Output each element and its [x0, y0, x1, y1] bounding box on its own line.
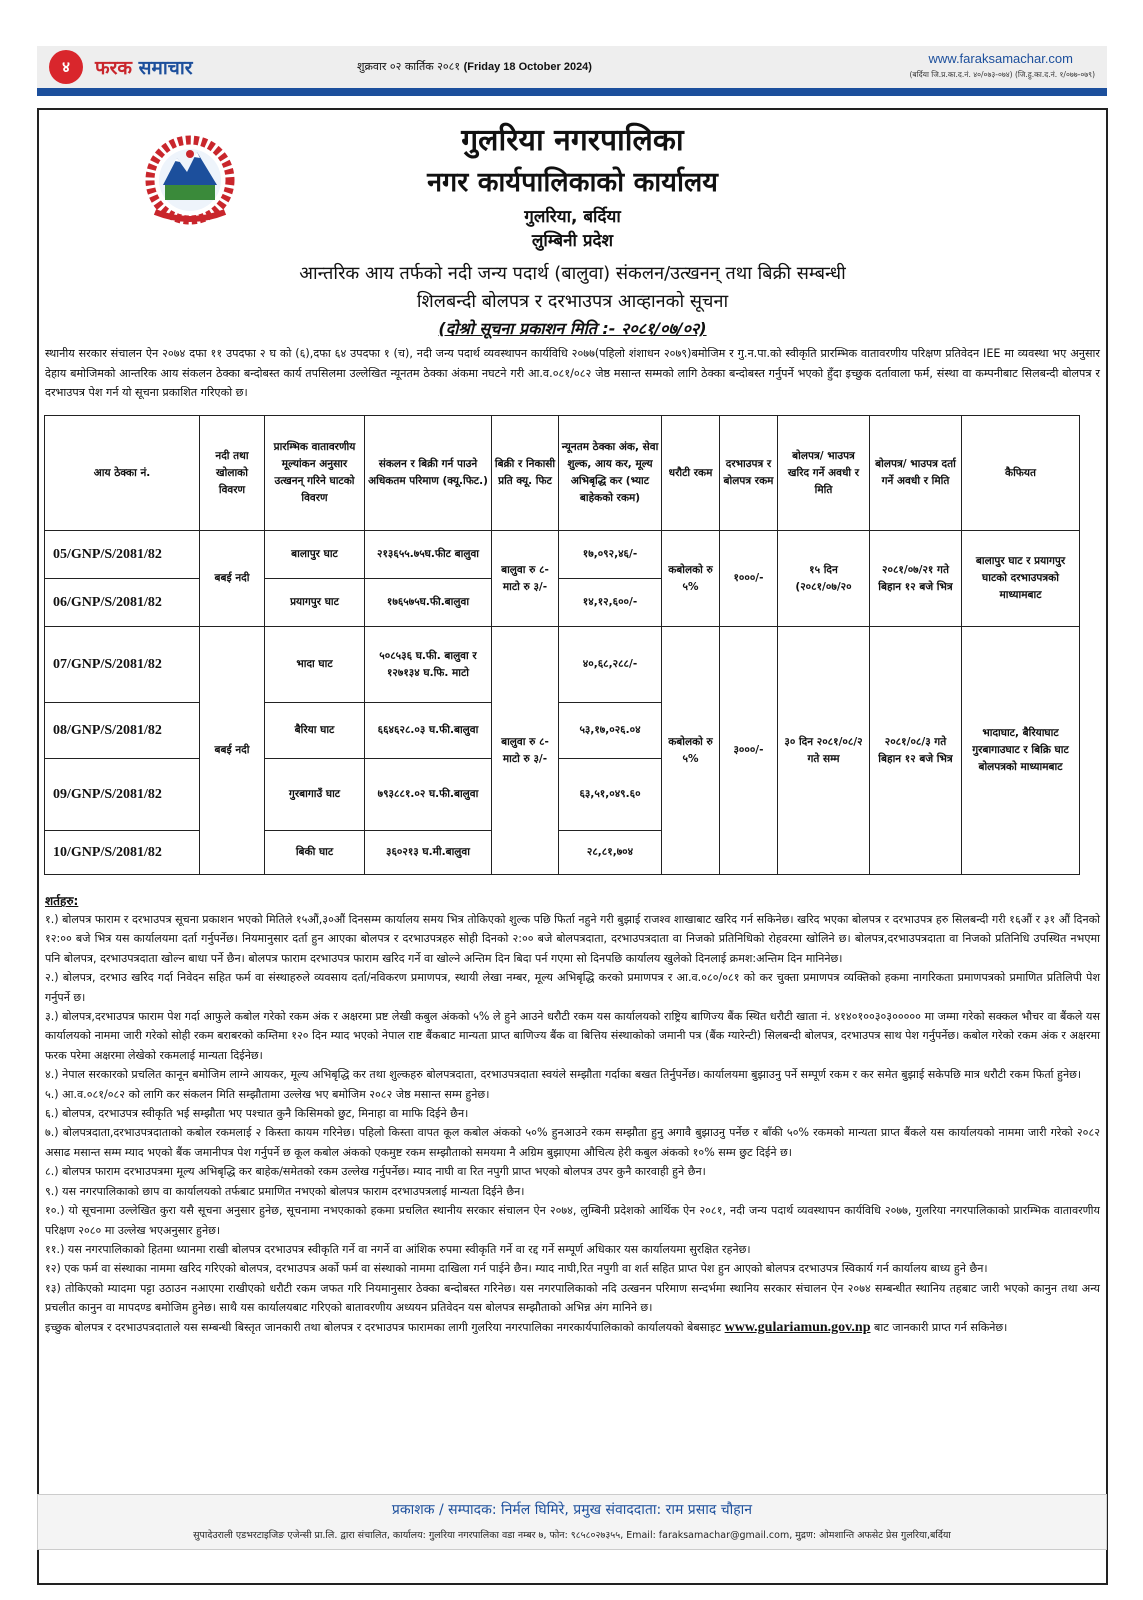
quantity: १७६५७५घ.फी.बालुवा [365, 579, 492, 627]
term-item: १२) एक फर्म वा संस्थाका नाममा खरिद गरिएको बोलपत्र, दरभाउपत्र अर्को फर्म वा संस्थाको नाममा दाखिला गर्न पाईने छैन। म्याद नाघी,रित नपुगी वा शर्त सहित प्राप्त पेश हुन आएको बोलपत्र दरभाउपत्र स्विकार्य गर्न कार्यालय बाध्य हुने छैन। [45, 1262, 988, 1276]
form-fee: १०००/- [720, 531, 778, 627]
form-fee: ३०००/- [720, 627, 778, 875]
office-name: नगर कार्यपालिकाको कार्यालय [427, 167, 718, 198]
term-item: ८.) बोलपत्र फाराम दरभाउपत्रमा मूल्य अभिबृद्धि कर बाहेक/समेतको रकम उल्लेख गर्नुपर्नेछ। म्याद नाघी वा रित नपुगी प्राप्त भएको बोलपत्र उपर कुनै कारवाही हुने छैन। [45, 1165, 706, 1179]
col-header: न्यूनतम ठेक्का अंक, सेवा शुल्क, आय कर, मूल्य अभिबृद्धि कर (भ्याट बाहेकको रकम) [559, 416, 662, 531]
paper-name-part2: समाचार [138, 57, 193, 79]
col-header: प्रारम्भिक वातावरणीय मूल्यांकन अनुसार उत्खनन् गरिने घाटको विवरण [265, 416, 365, 531]
col-header: बोलपत्र/ भाउपत्र खरिद गर्ने अवधी र मिति [778, 416, 870, 531]
remarks: बालापुर घाट र प्रयागपुर घाटको दरभाउपत्रको माध्यामबाट [962, 531, 1080, 627]
closing-text: इच्छुक बोलपत्र र दरभाउपत्रदाताले यस सम्बन्धी बिस्तृत जानकारी तथा बोलपत्र र दरभाउपत्र फारामका लागी गुलरिया नगरपालिका नगरकार्यपालिकाको कार्यालयको बेबसाइट [45, 1320, 722, 1334]
website-link[interactable]: www.faraksamachar.com [928, 51, 1073, 66]
minimum-amount: ६३,५१,०४९.६० [559, 759, 662, 831]
term-item: ३.) बोलपत्र,दरभाउपत्र फाराम पेश गर्दा आफुले कबोल गरेको रकम अंक र अक्षरमा प्रष्ट लेखी कबुल अंकको ५% ले हुने आउने धरौटी रकम यस कार्यालयको राष्ट्रिय बाणिज्य बैंक स्थित धरौटी खाता नं. ४१४०१००३०३००००० मा जम्मा गरेको सक्कल भौचर वा बैंकले यस कार्यालयको नाममा जारी गरेको सोही रकम बराबरको कम्तिमा १२० दिन म्याद भएको नेपाल राष्ट बैंकबाट मान्यता प्राप्त बाणिज्य बैंक वा बित्तिय संस्थाकोको जमानी पत्र (बैंक ग्यारेन्टी) सिलबन्दी बोलपत्र, दरभाउपत्र साथ पेश गर्नुपर्नेछ। कबोल गरेको रकम अंक र अक्षरमा फरक परेमा अक्षरमा लेखेको रकमलाई मान्यता दिईनेछ। [45, 1010, 1100, 1062]
quantity: ६६४६२८.०३ घ.फी.बालुवा [365, 703, 492, 759]
contract-id: 09/GNP/S/2081/82 [45, 759, 200, 831]
col-header: बिक्री र निकासी प्रति क्यू. फिट [492, 416, 559, 531]
ghat-name: बिकी घाट [265, 831, 365, 875]
contract-id: 08/GNP/S/2081/82 [45, 703, 200, 759]
col-header: नदी तथा खोलाको विवरण [200, 416, 265, 531]
tender-table [44, 415, 1080, 875]
notice-subject-2: शिलबन्दी बोलपत्र र दरभाउपत्र आव्हानको सूचना [416, 291, 729, 312]
intro-paragraph: स्थानीय सरकार संचालन ऐन २०७४ दफा ११ उपदफा २ घ को (६),दफा ६४ उपदफा १ (च), नदी जन्य पदार्थ व्यवस्थापन कार्यविधि २०७७(पहिलो शंशाधन २०७९)बमोजिम र गु.न.पा.को स्वीकृति प्रारम्भिक वातावरणीय परिक्षण प्रतिवेदन IEE मा व्यवस्था भए अनुसार देहाय बमोजिमको आन्तरिक आय संकलन ठेक्का बन्दोबस्त कार्य तपसिलमा उल्लेखित न्यूनतम ठेक्का अंकमा नघटने गरी आ.व.०८१/०८२ जेष्ठ मसान्त सम्मको लागि ठेक्का बन्दोबस्त गर्नुपर्ने भएको हुँदा इच्छुक दर्तावाला फर्म, संस्था वा कम्पनीबाट सिलबन्दी बोलपत्र र दरभाउपत्र पेश गर्न यो सूचना प्रकाशित गरिएको छ। [45, 347, 1100, 399]
imprint-line: सुपादेउराली एडभरटाइजिङ एजेन्सी प्रा.लि. द्वारा संचालित, कार्यालय: गुलरिया नगरपालिका वडा नम्बर ७, फोन: ९८५८०२७३५५, Email: faraksamachar@gmail.com, मुद्रण: ओमशान्ति अफसेट प्रेस गुलरिया,बर्दिया [193, 1530, 951, 1541]
ghat-name: बैरिया घाट [265, 703, 365, 759]
registration-info: (बर्दिया जि.प्र.का.द.नं. ४०/०७३-०७४) (जि.हु.का.द.नं. १/०७७-०७९) [909, 70, 1095, 79]
term-item: ११.) यस नगरपालिकाको हितमा ध्यानमा राखी बोलपत्र दरभाउपत्र स्वीकृति गर्ने वा नगर्ने वा आंशिक रुपमा स्वीकृति गर्ने वा रद्द गर्ने सम्पूर्ण अधिकार यस कार्यालयमा सुरक्षित रहनेछ। [45, 1242, 751, 1256]
page-number-badge: ४ [49, 50, 83, 84]
minimum-amount: ४०,६८,२८८/- [559, 627, 662, 703]
contract-id: 05/GNP/S/2081/82 [45, 531, 200, 579]
ghat-name: बालापुर घाट [265, 531, 365, 579]
river-name: बबई नदी [200, 531, 265, 627]
footer [37, 1494, 1107, 1550]
issue-date [357, 59, 592, 74]
municipality-website-link[interactable]: www.gulariamun.gov.np [724, 1319, 871, 1335]
contract-id: 07/GNP/S/2081/82 [45, 627, 200, 703]
quantity: २१३६५५.७५घ.फीट बालुवा [365, 531, 492, 579]
issue-date-np: शुक्रवार ०२ कार्तिक २०८१ [357, 60, 461, 73]
ghat-name: भादा घाट [265, 627, 365, 703]
term-item: ९.) यस नगरपालिकाको छाप वा कार्यालयको तर्फबाट प्रमाणित नभएको बोलपत्र फाराम दरभाउपत्रलाई मान्यता दिईने छैन। [45, 1184, 525, 1198]
registration-period: २०८१/०८/३ गते बिहान १२ बजे भित्र [870, 627, 962, 875]
remarks: भादाघाट, बैरियाघाट गुरबागाउघाट र बिक्रि घाट बोलपत्रको माध्यामबाट [962, 627, 1080, 875]
terms-list [45, 910, 1100, 1337]
col-header: कैफियत [962, 416, 1080, 531]
term-item: ७.) बोलपत्रदाता,दरभाउपत्रदाताको कबोल रकमलाई २ किस्ता कायम गरिनेछ। पहिलो किस्ता वापत कूल कबोल अंकको ५०% हुनआउने रकम सम्झौता हुनु अगावै बुझाउनु पर्नेछ र बाँकी ५०% रकमको मान्यता प्राप्त बैंकले यस कार्यालयको नाममा जारी गरेको २०८२ असाढ मसान्त सम्म म्याद भएको बैंक जमानीपत्र पेश गर्नुपर्ने छ कूल कबोल अंकको एकमुष्ट रकम सम्झौताको समयमा नै अग्रिम बुझाएमा औचित्य हेरी कबुल अंकको १०% सम्म छुट दिईने छ। [45, 1126, 1100, 1159]
rate: बालुवा रु ८- माटो रु ३/- [492, 627, 559, 875]
registration-period: २०८१/०७/२१ गते बिहान १२ बजे भित्र [870, 531, 962, 627]
river-name: बबई नदी [200, 627, 265, 875]
quantity: ५०८५३६ घ.फी. बालुवा र १२७१३४ घ.फि. माटो [365, 627, 492, 703]
rate: बालुवा रु ८- माटो रु ३/- [492, 531, 559, 627]
table-row [45, 531, 1080, 579]
paper-name [95, 54, 193, 80]
publication-date: (दोश्रो सूचना प्रकाशन मिति :- २०८१/०७/०२) [438, 319, 707, 338]
term-item: २.) बोलपत्र, दरभाउ खरिद गर्दा निवेदन सहित फर्म वा संस्थाहरुले व्यवसाय दर्ता/नविकरण प्रमाणपत्र, स्थायी लेखा नम्बर, मूल्य अभिबृद्धि करको प्रमाणपत्र र आ.व.०८०/०८१ को कर चुक्ता प्रमाणपत्र व्यक्तिको हकमा नागरिकता प्रमाणपत्रको प्रमाणित प्रतिलिपी पेश गर्नुपर्ने छ। [45, 971, 1100, 1004]
quantity: ७९३८८१.०२ घ.फी.बालुवा [365, 759, 492, 831]
issue-date-en: (Friday 18 October 2024) [463, 61, 592, 73]
purchase-period: १५ दिन (२०८१/०७/२० [778, 531, 870, 627]
contract-id: 06/GNP/S/2081/82 [45, 579, 200, 627]
minimum-amount: २८,८१,७०४ [559, 831, 662, 875]
tender-notice [37, 108, 1108, 1585]
col-header: धरौटी रकम [662, 416, 720, 531]
term-item: १.) बोलपत्र फाराम र दरभाउपत्र सूचना प्रकाशन भएको मितिले १५औं,३०औं दिनसम्म कार्यालय समय भित्र तोकिएको शुल्क पछि फिर्ता नहुने गरी बुझाई राजश्व शाखाबाट खरिद गर्न सकिनेछ। खरिद भएका बोलपत्र र दरभाउपत्र हरु सिलबन्दी गरी १६औं र ३१ औं दिनको १२:०० बजे भित्र यस कार्यालयमा दर्ता गर्नुपर्नेछ। नियमानुसार दर्ता हुन आएका बोलपत्र र दरभाउपत्रहरु सोही दिनको २:०० बजे बोलपत्रदाता, दरभाउपत्रदाता वा निजको प्रतिनिधिको रोहवरमा खोलिने छ। बोलपत्र,दरभाउपत्रदाता वा निजको प्रतिनिधि उपस्थित नभएमा पनि बोलपत्र, दरभाउपत्रदाता खोल्न बाधा पर्ने छैन। बोलपत्र फाराम दरभाउपत्र फाराम खरिद गर्ने वा खोल्ने अन्तिम दिन बिदा पर्न गएमा सो दिनपछि कार्यालय खुलेको दिनलाई क्रमश:अन्तिम दिन मानिनेछ। [45, 913, 1101, 965]
deposit: कबोलको रु ५% [662, 531, 720, 627]
masthead [37, 46, 1107, 96]
table-header-row [45, 416, 1080, 531]
closing-text-end: बाट जानकारी प्राप्त गर्न सकिनेछ। [874, 1320, 1008, 1334]
col-header: संकलन र बिक्री गर्न पाउने अधिकतम परिमाण (क्यू.फिट.) [365, 416, 492, 531]
minimum-amount: १७,०९२,४६/- [559, 531, 662, 579]
col-header: बोलपत्र/ भाउपत्र दर्ता गर्ने अवधी र मिति [870, 416, 962, 531]
location-province: लुम्बिनी प्रदेश [531, 231, 614, 251]
term-item: ६.) बोलपत्र, दरभाउपत्र स्वीकृति भई सम्झौता भए पश्चात कुनै किसिमको छुट, मिनाहा वा माफि दिईने छैन। [45, 1107, 469, 1121]
ghat-name: प्रयागपुर घाट [265, 579, 365, 627]
col-header: दरभाउपत्र र बोलपत्र रकम [720, 416, 778, 531]
term-item: ५.) आ.व.०८१/०८२ को लागि कर संकलन मिति सम्झौतामा उल्लेख भए बमोजिम २०८२ जेष्ठ मसान्त सम्म हुनेछ। [45, 1087, 490, 1101]
publisher-line: प्रकाशक / सम्पादक: निर्मल घिमिरे, प्रमुख संवाददाता: राम प्रसाद चौहान [391, 1502, 753, 1518]
ghat-name: गुरबागाउँ घाट [265, 759, 365, 831]
minimum-amount: १४,१२,६००/- [559, 579, 662, 627]
deposit: कबोलको रु ५% [662, 627, 720, 875]
notice-subject-1: आन्तरिक आय तर्फको नदी जन्य पदार्थ (बालुवा) संकलन/उत्खनन् तथा बिक्री सम्बन्धी [299, 263, 846, 284]
paper-name-part1: फरक [95, 57, 133, 79]
quantity: ३६०२१३ घ.मी.बालुवा [365, 831, 492, 875]
col-header: आय ठेक्का नं. [45, 416, 200, 531]
minimum-amount: ५३,१७,०२६.०४ [559, 703, 662, 759]
term-item: ४.) नेपाल सरकारको प्रचलित कानून बमोजिम लाग्ने आयकर, मूल्य अभिबृद्धि कर तथा शुल्कहरु बोलपत्रदाता, दरभाउपत्रदाता स्वयंले सम्झौता गर्दाका बखत तिर्नुपर्नेछ। कार्यालयमा बुझाउनु पर्ने सम्पूर्ण रकम र कर समेत बुझाई सकेपछि मात्र धरौटी रकम फिर्ता हुनेछ। [45, 1068, 1082, 1082]
term-item: १३) तोकिएको म्यादमा पट्टा उठाउन नआएमा राखीएको धरौटी रकम जफत गरि नियमानुसार ठेक्का बन्दोबस्त गरिनेछ। यस नगरपालिकाको नदि उत्खनन परिमाण सन्दर्भमा स्थानिय सरकार संचालन ऐन २०७४ सम्बन्धीत स्थानिय तहबाट जारी भएको कानुन तथा अन्य प्रचलीत कानुन वा मापदण्ड बमोजिम हुनेछ। साथै यस कार्यालयबाट गरिएको बातावरणीय अध्ययन प्रतिवेदन यस बोलपत्र सम्झौताको अभिन्न अंग मानिने छ। [45, 1281, 1100, 1315]
terms-heading: शर्तहरु: [45, 894, 79, 908]
purchase-period: ३० दिन २०८१/०८/२ गते सम्म [778, 627, 870, 875]
org-name: गुलरिया नगरपालिका [461, 123, 684, 158]
contract-id: 10/GNP/S/2081/82 [45, 831, 200, 875]
term-item: १०.) यो सूचनामा उल्लेखित कुरा यसै सूचना अनुसार हुनेछ, सूचनामा नभएकाको हकमा प्रचलित स्थानीय सरकार संचालन ऐन २०७४, लुम्बिनी प्रदेशको आर्थिक ऐन २०८१, नदी जन्य पदार्थ व्यवस्थापन कार्यविधि २०७७, गुलरिया नगरपालिकाको प्रारम्भिक वातावरणीय परिक्षण २०८० मा उल्लेख भएअनुसार हुनेछ। [45, 1204, 1100, 1237]
table-row [45, 627, 1080, 703]
location-district: गुलरिया, बर्दिया [524, 207, 621, 227]
closing-note [45, 1318, 1100, 1337]
